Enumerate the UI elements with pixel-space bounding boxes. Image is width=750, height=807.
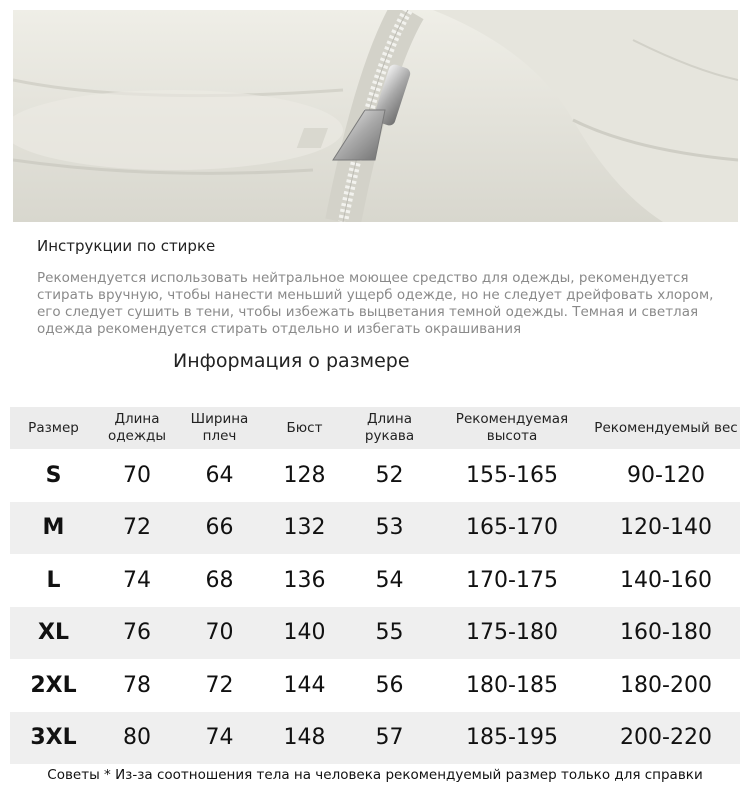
table-cell: 66 <box>177 502 262 555</box>
table-row <box>10 502 740 555</box>
table-cell: 57 <box>347 712 432 765</box>
table-cell: 165-170 <box>432 502 592 555</box>
table-cell: 170-175 <box>466 567 558 593</box>
table-cell: 120-140 <box>592 502 740 555</box>
table-header-row <box>10 407 740 449</box>
table-cell: 70 <box>123 462 151 488</box>
table-cell: 200-220 <box>592 712 740 765</box>
table-cell: 55 <box>347 607 432 660</box>
header-bust: Бюст <box>262 407 347 449</box>
size-cell: XL <box>10 607 97 660</box>
table-cell: 140-160 <box>620 567 712 593</box>
table-cell: 140 <box>262 607 347 660</box>
size-cell: S <box>45 462 62 488</box>
size-cell: L <box>46 567 61 593</box>
table-cell: 56 <box>375 672 404 698</box>
table-cell: 132 <box>262 502 347 555</box>
table-cell: 80 <box>97 712 177 765</box>
table-row <box>10 712 740 765</box>
table-row <box>10 607 740 660</box>
table-cell: 160-180 <box>592 607 740 660</box>
washing-instructions-text: Рекомендуется использовать нейтральное моющее средство для одежды, рекомендуется стирать вручную, чтобы нанести меньший ущерб одежде, но не следует дрейфовать хлором, его следует сушить в тени, чтобы избежать выцветания темной одежды. Темная и светлая одежда рекомендуется стирать отдельно и избегать окрашивания <box>37 270 714 337</box>
table-row <box>10 449 740 502</box>
table-cell: 175-180 <box>432 607 592 660</box>
size-note: Советы * Из-за соотношения тела на человека рекомендуемый размер только для справки <box>47 767 703 783</box>
table-row <box>10 659 740 712</box>
table-cell: 155-165 <box>466 462 558 488</box>
table-cell: 68 <box>205 567 234 593</box>
header-size: Размер <box>10 407 97 449</box>
table-cell: 74 <box>177 712 262 765</box>
table-cell: 185-195 <box>432 712 592 765</box>
size-info-title: Информация о размере <box>173 350 410 372</box>
header-shoulder-width: Ширина плеч <box>177 407 262 449</box>
header-garment-length: Длина одежды <box>97 407 177 449</box>
table-cell: 148 <box>262 712 347 765</box>
size-cell: 2XL <box>30 672 77 698</box>
table-cell: 54 <box>375 567 404 593</box>
table-cell: 52 <box>375 462 404 488</box>
table-cell: 180-185 <box>466 672 558 698</box>
table-cell: 70 <box>177 607 262 660</box>
header-recommended-height: Рекомендуемая высота <box>432 407 592 449</box>
table-cell: 76 <box>97 607 177 660</box>
table-cell: 128 <box>283 462 326 488</box>
table-cell: 74 <box>123 567 151 593</box>
table-cell: 72 <box>97 502 177 555</box>
table-cell: 144 <box>283 672 326 698</box>
size-table <box>10 407 740 764</box>
table-row <box>10 554 740 607</box>
table-cell: 180-200 <box>620 672 712 698</box>
table-cell: 78 <box>123 672 151 698</box>
product-photo <box>13 10 738 222</box>
table-cell: 64 <box>205 462 234 488</box>
table-cell: 72 <box>205 672 234 698</box>
size-cell: 3XL <box>10 712 97 765</box>
washing-instructions-title: Инструкции по стирке <box>37 237 216 255</box>
table-cell: 136 <box>283 567 326 593</box>
table-cell: 90-120 <box>627 462 705 488</box>
table-cell: 53 <box>347 502 432 555</box>
header-sleeve-length: Длина рукава <box>347 407 432 449</box>
header-recommended-weight: Рекомендуемый вес <box>592 407 740 449</box>
size-cell: M <box>10 502 97 555</box>
